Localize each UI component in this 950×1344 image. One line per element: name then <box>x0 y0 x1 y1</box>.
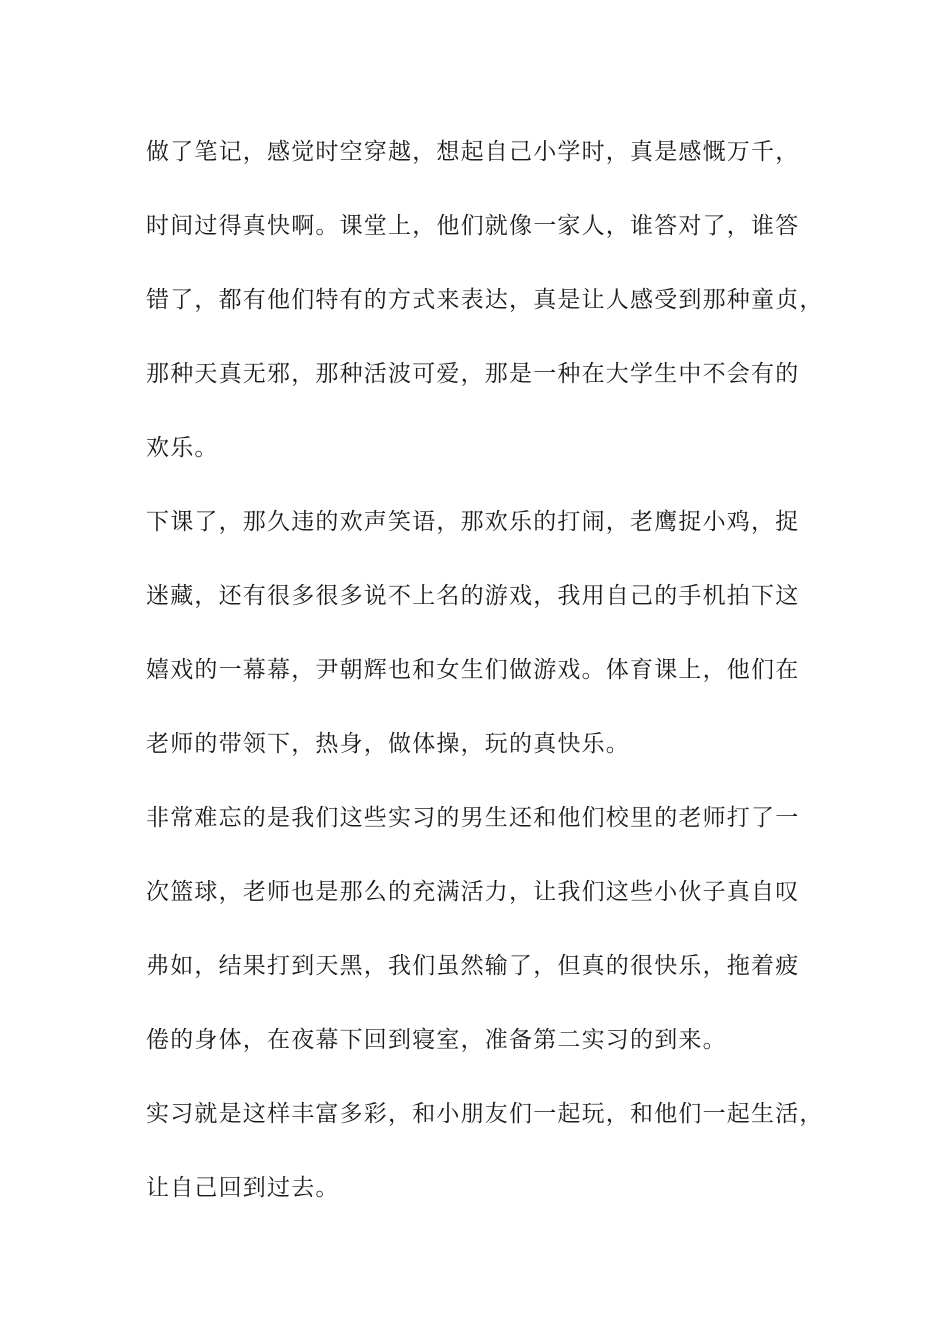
paragraph-line: 下课了，那久违的欢声笑语，那欢乐的打闹，老鹰捉小鸡，捉 <box>146 509 800 535</box>
paragraph-line: 弗如，结果打到天黑，我们虽然输了，但真的很快乐，拖着疲 <box>146 953 800 979</box>
paragraph-line: 非常难忘的是我们这些实习的男生还和他们校里的老师打了一 <box>146 805 800 831</box>
paragraph-line: 那种天真无邪，那种活波可爱，那是一种在大学生中不会有的 <box>146 361 800 387</box>
paragraph-line: 实习就是这样丰富多彩，和小朋友们一起玩，和他们一起生活， <box>146 1101 824 1127</box>
paragraph-line: 倦的身体，在夜幕下回到寝室，准备第二实习的到来。 <box>146 1027 727 1053</box>
paragraph-line: 做了笔记，感觉时空穿越，想起自己小学时，真是感慨万千， <box>146 139 800 165</box>
paragraph-line: 次篮球，老师也是那么的充满活力，让我们这些小伙子真自叹 <box>146 879 800 905</box>
paragraph-line: 老师的带领下，热身，做体操，玩的真快乐。 <box>146 731 630 757</box>
paragraph-line: 嬉戏的一幕幕，尹朝辉也和女生们做游戏。体育课上，他们在 <box>146 657 800 683</box>
paragraph-line: 欢乐。 <box>146 435 219 461</box>
paragraph-line: 让自己回到过去。 <box>146 1175 340 1201</box>
paragraph-line: 错了，都有他们特有的方式来表达，真是让人感受到那种童贞， <box>146 287 824 313</box>
paragraph-line: 时间过得真快啊。课堂上，他们就像一家人，谁答对了，谁答 <box>146 213 800 239</box>
paragraph-line: 迷藏，还有很多很多说不上名的游戏，我用自己的手机拍下这 <box>146 583 800 609</box>
